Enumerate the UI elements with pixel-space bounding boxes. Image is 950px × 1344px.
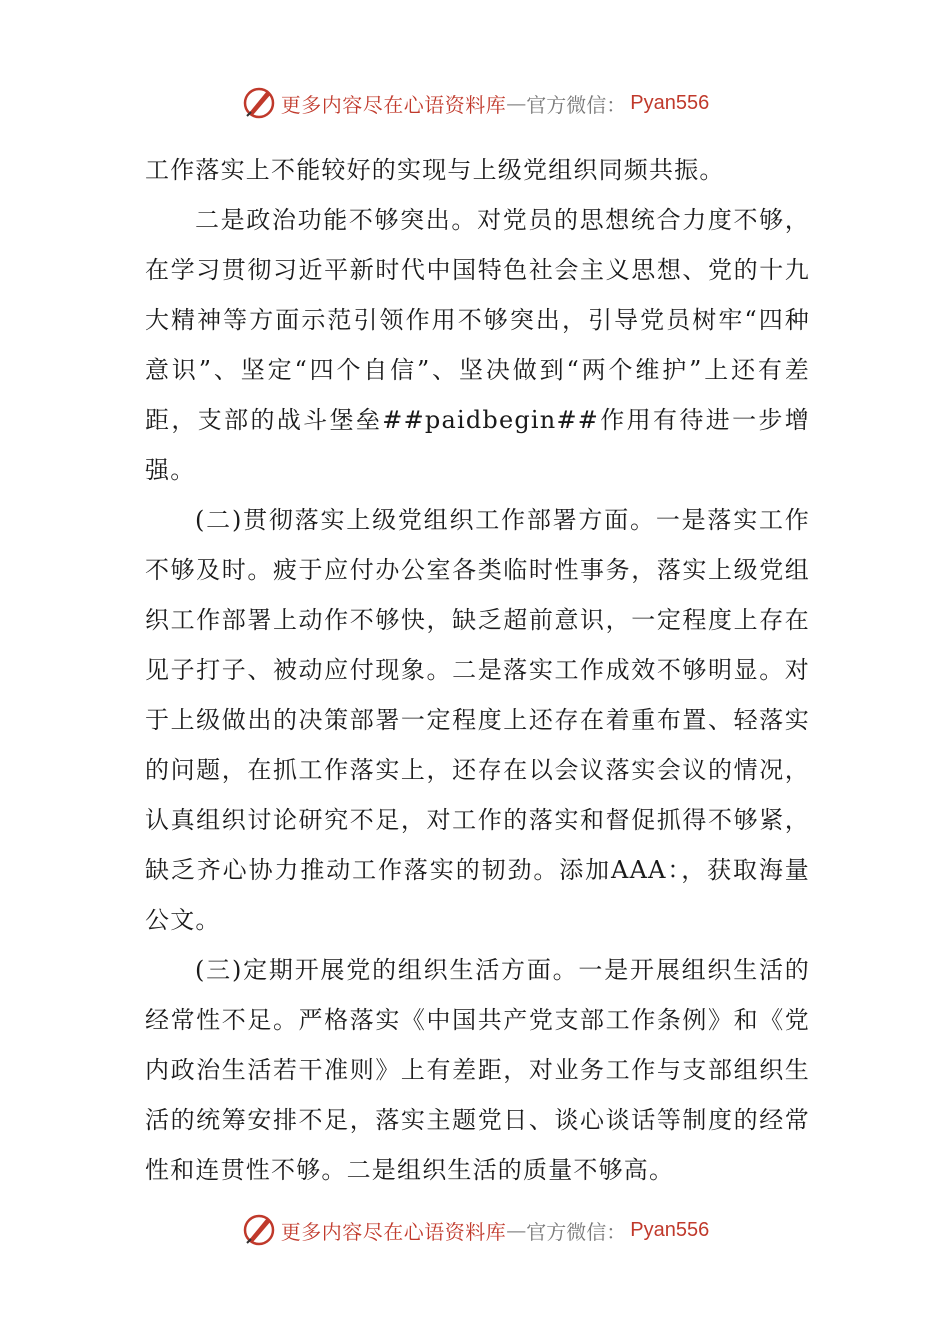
- banner-wechat-id: Pyan556: [630, 1218, 710, 1241]
- quill-pen-logo-icon: [241, 85, 277, 121]
- banner-separator: —: [506, 1218, 527, 1242]
- banner-wechat-id: Pyan556: [630, 91, 710, 114]
- banner-wechat-label: 官方微信：: [526, 1219, 627, 1244]
- quill-pen-logo-icon: [241, 1212, 277, 1248]
- banner-separator: —: [506, 91, 527, 115]
- banner-brand: 更多内容尽在心语资料库: [280, 92, 507, 117]
- paragraph-section-three: (三)定期开展党的组织生活方面。一是开展组织生活的经常性不足。严格落实《中国共产党支部工作条例》和《党内政治生活若干准则》上有差距，对业务工作与支部组织生活的统筹安排不足，落实主题党日、谈心谈话等制度的经常性和连贯性不够。二是组织生活的质量不够高。: [145, 956, 810, 1184]
- banner-brand: 更多内容尽在心语资料库: [280, 1219, 507, 1244]
- header-banner: [0, 83, 950, 123]
- document-body: [145, 145, 810, 1195]
- paragraph-section-two: (二)贯彻落实上级党组织工作部署方面。一是落实工作不够及时。疲于应付办公室各类临时性事务，落实上级党组织工作部署上动作不够快，缺乏超前意识，一定程度上存在见子打子、被动应付现象。二是落实工作成效不够明显。对于上级做出的决策部署一定程度上还存在着重布置、轻落实的问题，在抓工作落实上，还存在以会议落实会议的情况，认真组织讨论研究不足，对工作的落实和督促抓得不够紧，缺乏齐心协力推动工作落实的韧劲。添加AAA：，获取海量公文。: [145, 506, 810, 934]
- banner-wechat-label: 官方微信：: [526, 92, 627, 117]
- paragraph-political-function: 二是政治功能不够突出。对党员的思想统合力度不够，在学习贯彻习近平新时代中国特色社会主义思想、党的十九大精神等方面示范引领作用不够突出，引导党员树牢“四种意识”、坚定“四个自信”、坚决做到“两个维护”上还有差距，支部的战斗堡垒##paidbegin##作用有待进一步增强。: [145, 206, 810, 484]
- paragraph-continuation: 工作落实上不能较好的实现与上级党组织同频共振。: [145, 156, 725, 184]
- footer-banner: [0, 1210, 950, 1250]
